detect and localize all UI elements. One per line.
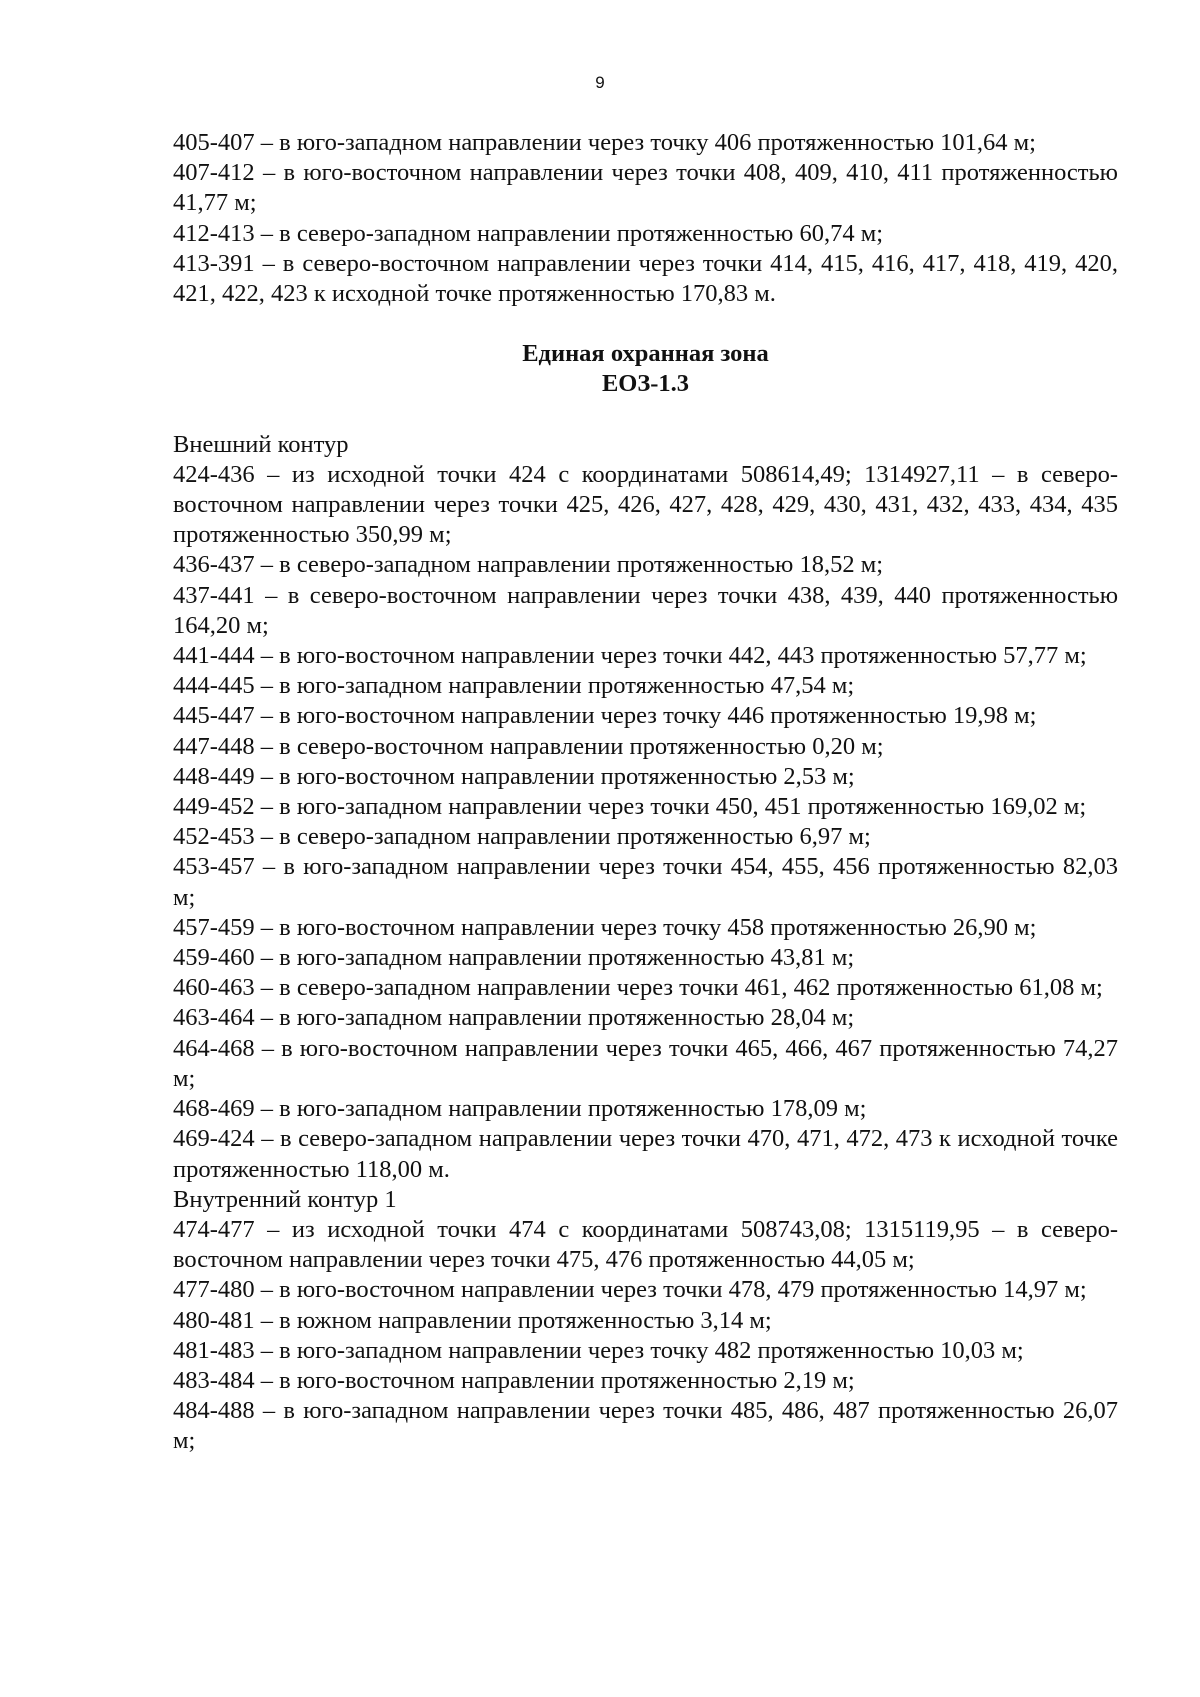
section-heading — [173, 339, 1118, 399]
paragraph: 480-481 – в южном направлении протяженностью 3,14 м; — [173, 1306, 772, 1334]
paragraph: 405-407 – в юго-западном направлении через точку 406 протяженностью 101,64 м; — [173, 129, 1036, 156]
paragraph: 424-436 – из исходной точки 424 с координатами 508614,49; 1314927,11 – в северо-восточном направлении через точки 425, 426, 427, 428, 429, 430, 431, 432, 433, 434, 435 протяженностью 350,99 м; — [173, 460, 1118, 549]
outer-contour-label: Внешний контур — [173, 430, 349, 458]
page-number: 9 — [595, 73, 605, 92]
paragraph: 459-460 – в юго-западном направлении протяженностью 43,81 м; — [173, 944, 855, 972]
paragraph: 477-480 – в юго-восточном направлении через точки 478, 479 протяженностью 14,97 м; — [173, 1276, 1087, 1304]
paragraph: 463-464 – в юго-западном направлении протяженностью 28,04 м; — [173, 1004, 855, 1032]
paragraph: 413-391 – в северо-восточном направлении через точки 414, 415, 416, 417, 418, 419, 420, 421, 422, 423 к исходной точке протяженностью 170,83 м. — [173, 249, 1118, 308]
section-title: Единая охранная зона — [522, 340, 769, 368]
paragraph: 453-457 – в юго-западном направлении через точки 454, 455, 456 протяженностью 82,03 м; — [173, 853, 1118, 911]
paragraph: 484-488 – в юго-западном направлении через точки 485, 486, 487 протяженностью 26,07 м; — [173, 1397, 1118, 1455]
paragraph: 460-463 – в северо-западном направлении через точки 461, 462 протяженностью 61,08 м; — [173, 974, 1103, 1002]
paragraph: 437-441 – в северо-восточном направлении через точки 438, 439, 440 протяженностью 164,20 м; — [173, 581, 1118, 639]
paragraph: 483-484 – в юго-восточном направлении протяженностью 2,19 м; — [173, 1366, 855, 1394]
paragraph: 469-424 – в северо-западном направлении через точки 470, 471, 472, 473 к исходной точке протяженностью 118,00 м. — [173, 1125, 1118, 1183]
paragraph: 412-413 – в северо-западном направлении протяженностью 60,74 м; — [173, 219, 884, 247]
document-body — [173, 128, 1118, 1457]
paragraph: 441-444 – в юго-восточном направлении через точки 442, 443 протяженностью 57,77 м; — [173, 642, 1087, 670]
paragraph: 474-477 – из исходной точки 474 с координатами 508743,08; 1315119,95 – в северо-восточном направлении через точки 475, 476 протяженностью 44,05 м; — [173, 1215, 1118, 1274]
paragraph: 452-453 – в северо-западном направлении протяженностью 6,97 м; — [173, 823, 871, 851]
paragraph: 449-452 – в юго-западном направлении через точки 450, 451 протяженностью 169,02 м; — [173, 793, 1087, 821]
paragraph: 445-447 – в юго-восточном направлении через точку 446 протяженностью 19,98 м; — [173, 702, 1037, 730]
paragraph: 448-449 – в юго-восточном направлении протяженностью 2,53 м; — [173, 762, 855, 790]
paragraph: 447-448 – в северо-восточном направлении протяженностью 0,20 м; — [173, 732, 884, 760]
paragraph: 444-445 – в юго-западном направлении протяженностью 47,54 м; — [173, 672, 855, 700]
paragraph: 436-437 – в северо-западном направлении протяженностью 18,52 м; — [173, 551, 884, 579]
paragraph: 481-483 – в юго-западном направлении через точку 482 протяженностью 10,03 м; — [173, 1336, 1024, 1364]
inner-contour-label: Внутренний контур 1 — [173, 1185, 397, 1213]
paragraph: 457-459 – в юго-восточном направлении через точку 458 протяженностью 26,90 м; — [173, 913, 1037, 941]
paragraph: 407-412 – в юго-восточном направлении через точки 408, 409, 410, 411 протяженностью 41,77 м; — [173, 159, 1118, 217]
section-code: ЕОЗ-1.3 — [601, 370, 690, 398]
paragraph: 468-469 – в юго-западном направлении протяженностью 178,09 м; — [173, 1095, 867, 1123]
paragraph: 464-468 – в юго-восточном направлении через точки 465, 466, 467 протяженностью 74,27 м; — [173, 1034, 1118, 1092]
